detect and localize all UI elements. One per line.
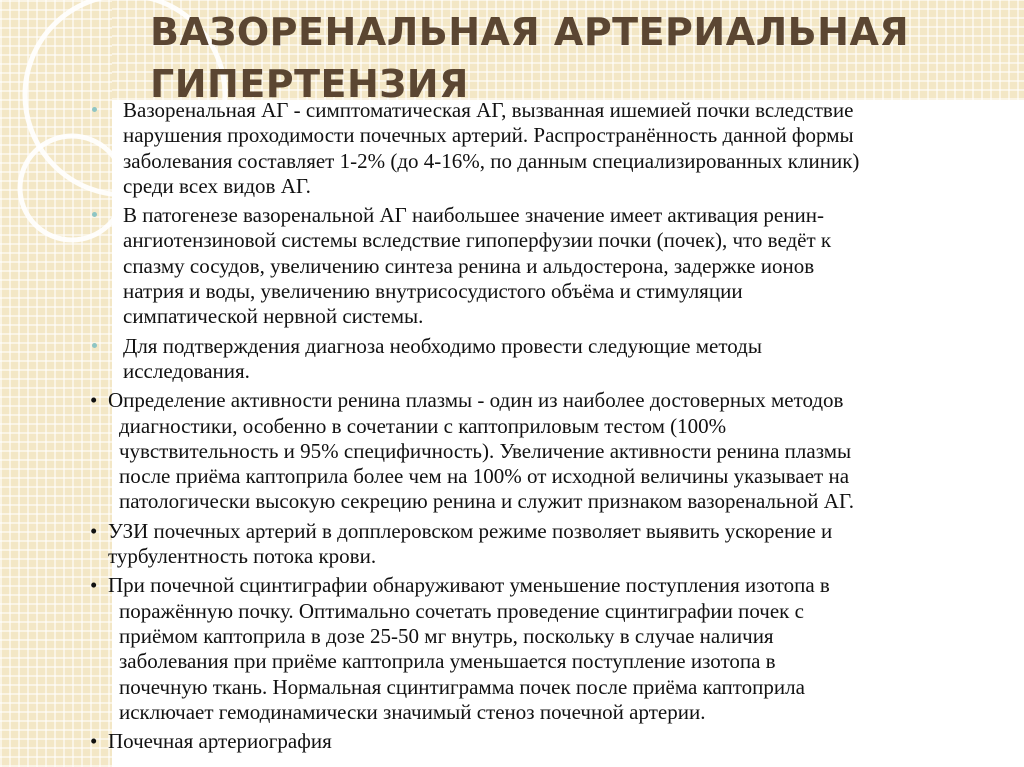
text-line: Вазоренальная АГ - симптоматическая АГ, вызванная ишемией почки вследствие — [123, 98, 854, 122]
slide-title-line-1: ВАЗОРЕНАЛЬНАЯ АРТЕРИАЛЬНАЯ — [150, 10, 910, 54]
text-line: диагностики, особенно в сочетании с каптоприловым тестом (100% — [119, 413, 727, 438]
text-line: Почечная артериография — [108, 729, 332, 754]
text-line: чувствительность и 95% специфичность). Увеличение активности ренина плазмы — [119, 438, 852, 463]
text-line: УЗИ почечных артерий в допплеровском режиме позволяет выявить ускорение и — [108, 518, 833, 543]
black-bullet-item-3 — [90, 573, 1022, 725]
teal-bullet-dot — [92, 212, 97, 217]
teal-bullet-item-1 — [92, 98, 1022, 199]
text-line: среди всех видов АГ. — [123, 173, 311, 198]
teal-bullet-dot — [92, 343, 97, 348]
black-bullet-dot: • — [90, 518, 98, 543]
text-line: Определение активности ренина плазмы - один из наиболее достоверных методов — [108, 388, 844, 413]
black-bullet-item-2 — [90, 519, 1022, 570]
text-line: поражённую почку. Оптимально сочетать проведение сцинтиграфии почек с — [119, 598, 804, 623]
text-line: симпатической нервной системы. — [123, 304, 424, 329]
text-line: почечную ткань. Нормальная сцинтиграмма почек после приёма каптоприла — [119, 674, 805, 699]
text-line: ангиотензиновой системы вследствие гипоперфузии почки (почек), что ведёт к — [123, 228, 832, 253]
text-line: нарушения проходимости почечных артерий. Распространённость данной формы — [123, 123, 854, 148]
text-line: заболевания при приёме каптоприла уменьшается поступление изотопа в — [119, 649, 776, 674]
black-bullet-dot: • — [90, 573, 98, 598]
text-line: после приёма каптоприла более чем на 100% от исходной величины указывает на — [119, 464, 850, 489]
text-line: исследования. — [123, 358, 250, 383]
text-line: патологически высокую секрецию ренина и служит признаком вазоренальной АГ. — [119, 489, 854, 514]
teal-bullet-item-3 — [92, 334, 1022, 385]
text-line: При почечной сцинтиграфии обнаруживают уменьшение поступления изотопа в — [108, 573, 830, 598]
text-line: натрия и воды, увеличению внутрисосудистого объёма и стимуляции — [123, 279, 743, 304]
text-line: В патогенезе вазоренальной АГ наибольшее значение имеет активация ренин- — [123, 203, 824, 228]
text-line: турбулентность потока крови. — [108, 544, 377, 569]
slide-body — [92, 98, 1022, 754]
text-line: заболевания составляет 1-2% (до 4-16%, по данным специализированных клиник) — [123, 148, 860, 173]
black-bullet-item-1 — [90, 388, 1022, 514]
black-bullet-dot: • — [90, 729, 98, 754]
text-line: приёмом каптоприла в дозе 25-50 мг внутрь, поскольку в случае наличия — [119, 623, 774, 648]
text-line: Для подтверждения диагноза необходимо провести следующие методы — [123, 333, 762, 358]
text-line: исключает гемодинамически значимый стеноз почечной артерии. — [119, 699, 706, 724]
text-line: спазму сосудов, увеличению синтеза ренина и альдостерона, задержке ионов — [123, 253, 815, 278]
black-bullet-item-4 — [90, 729, 1022, 754]
black-bullet-dot: • — [90, 388, 98, 413]
teal-bullet-item-2 — [92, 203, 1022, 329]
slide-title — [150, 6, 1010, 110]
slide-title-line-2: ГИПЕРТЕНЗИЯ — [150, 62, 469, 106]
teal-bullet-dot — [92, 107, 97, 112]
